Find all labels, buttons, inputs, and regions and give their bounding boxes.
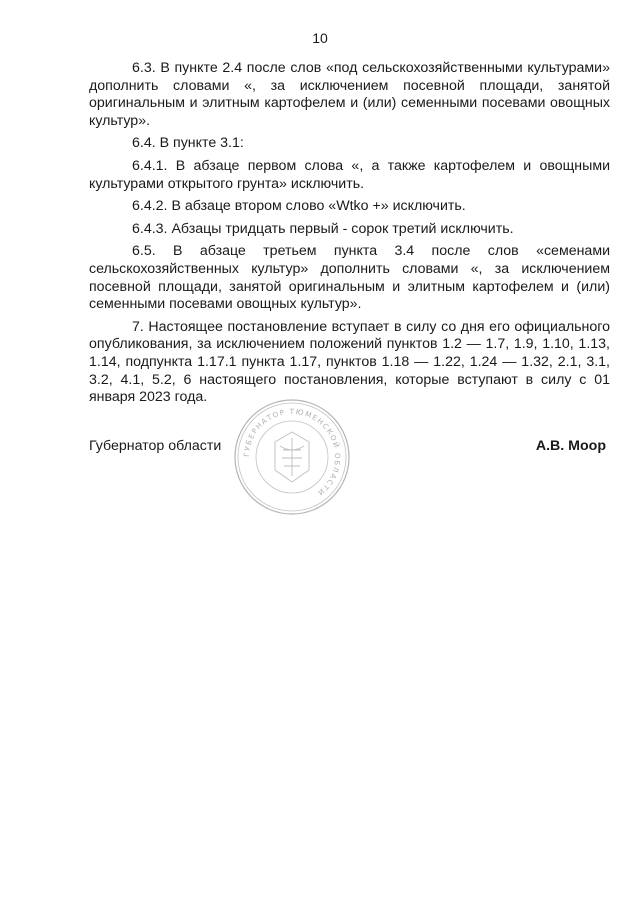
page-number: 10 [312,30,328,46]
paragraph-6-4-2: 6.4.2. В абзаце втором слово «Wtko +» исключить. [132,198,466,215]
document-body [89,60,610,412]
paragraph-6-3: 6.3. В пункте 2.4 после слов «под сельскохозяйственными культурами» дополнить словами «, за исключением посевной площади, занятой оригинальным и элитным картофелем и (или) семенными посевами овощных культур». [89,60,610,129]
paragraph-6-4-1: 6.4.1. В абзаце первом слова «, а также картофелем и овощными культурами открытого грунта» исключить. [89,157,610,192]
official-seal-icon [233,398,351,516]
paragraph-6-4: 6.4. В пункте 3.1: [132,135,244,152]
signatory-name: А.В. Моор [535,438,606,454]
paragraph-7: 7. Настоящее постановление вступает в силу со дня его официального опубликования, за исключением положений пунктов 1.2 — 1.7, 1.9, 1.10, 1.13, 1.14, подпункта 1.17.1 пункта 1.17, пунктов 1.18 — 1.22, 1.24 — 1.32, 2.1, 3.1, 3.2, 4.1, 5.2, 6 настоящего постановления, которые вступают в силу с 01 января 2023 года. [89,318,610,406]
paragraph-6-5: 6.5. В абзаце третьем пункта 3.4 после слов «семенами сельскохозяйственных культур» дополнить словами «, за исключением посевной площади, занятой оригинальным и элитным картофелем и (или) семенными посевами овощных культур». [89,243,610,313]
seal-ring-text: ГУБЕРНАТОР ТЮМЕНСКОЙ ОБЛАСТИ [241,406,343,498]
paragraph-6-4-3: 6.4.3. Абзацы тридцать первый - сорок третий исключить. [132,220,514,237]
signatory-title: Губернатор области [89,438,222,454]
